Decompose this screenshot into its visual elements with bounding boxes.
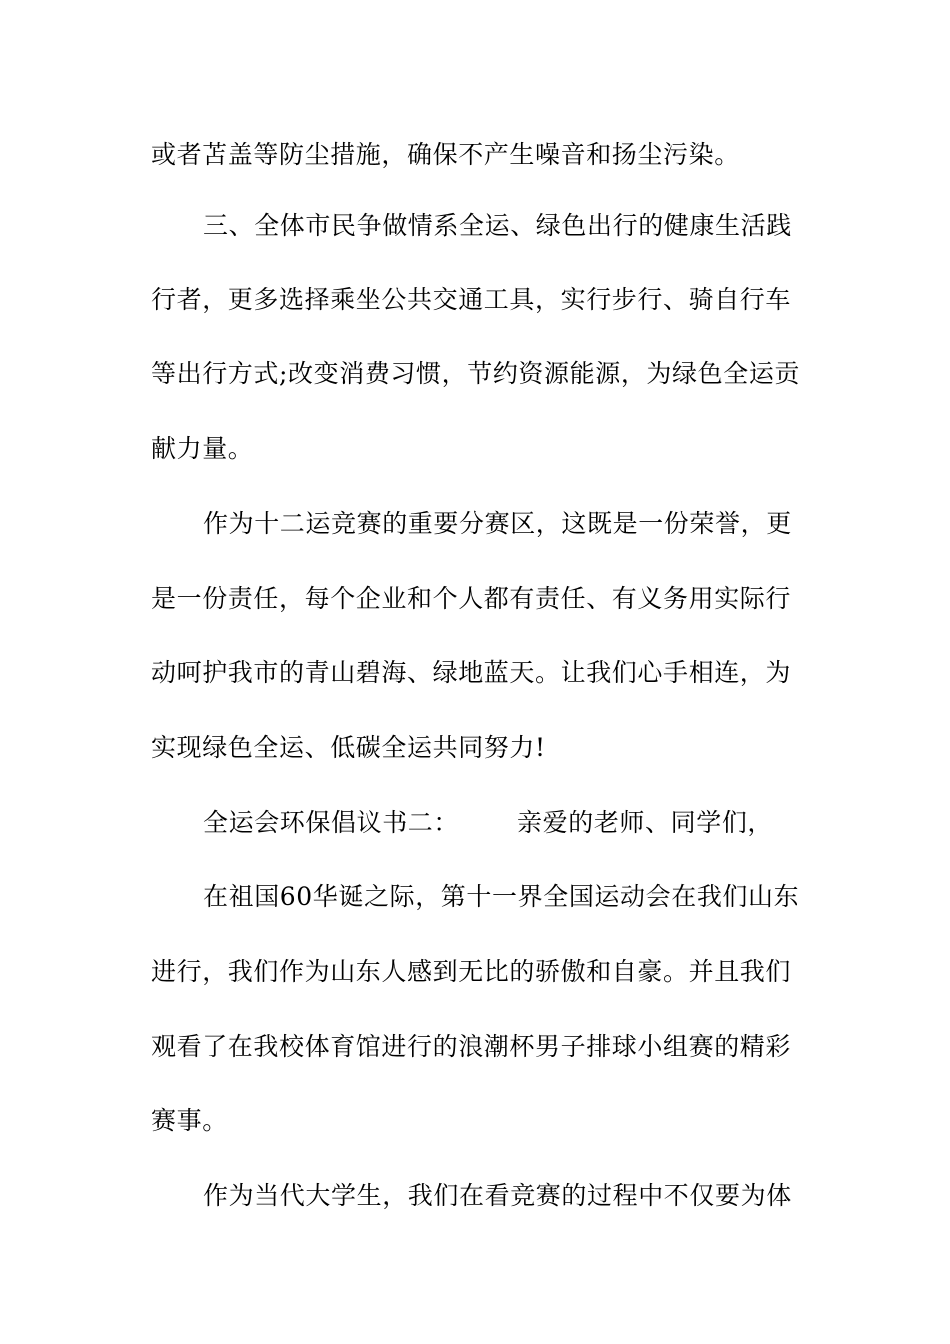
text-line: 或者苫盖等防尘措施，确保不产生噪音和扬尘污染。 [151, 140, 740, 169]
text-line: 行者，更多选择乘坐公共交通工具，实行步行、骑自行车 [151, 285, 792, 314]
text-line: 作为十二运竞赛的重要分赛区，这既是一份荣誉，更 [203, 509, 792, 538]
text-line: 进行，我们作为山东人感到无比的骄傲和自豪。并且我们 [151, 957, 792, 986]
text-line: 动呵护我市的青山碧海、绿地蓝天。让我们心手相连，为 [151, 658, 792, 687]
text-line: 实现绿色全运、低碳全运共同努力! [151, 733, 546, 762]
text-line: 观看了在我校体育馆进行的浪潮杯男子排球小组赛的精彩 [151, 1032, 792, 1061]
text-line: 作为当代大学生，我们在看竞赛的过程中不仅要为体 [203, 1181, 792, 1210]
letter-title: 全运会环保倡议书二： [203, 808, 460, 837]
text-line: 在祖国60华诞之际，第十一界全国运动会在我们山东 [203, 882, 800, 911]
text-line: 是一份责任，每个企业和个人都有责任、有义务用实际行 [151, 584, 792, 613]
text-line: 献力量。 [151, 434, 254, 463]
text-line: 赛事。 [151, 1106, 228, 1135]
text-line: 等出行方式;改变消费习惯，节约资源能源，为绿色全运贡 [151, 359, 801, 388]
salutation: 亲爱的老师、同学们， [517, 808, 774, 837]
text-line: 三、全体市民争做情系全运、绿色出行的健康生活践 [203, 211, 792, 240]
text-line-heading [203, 808, 773, 838]
